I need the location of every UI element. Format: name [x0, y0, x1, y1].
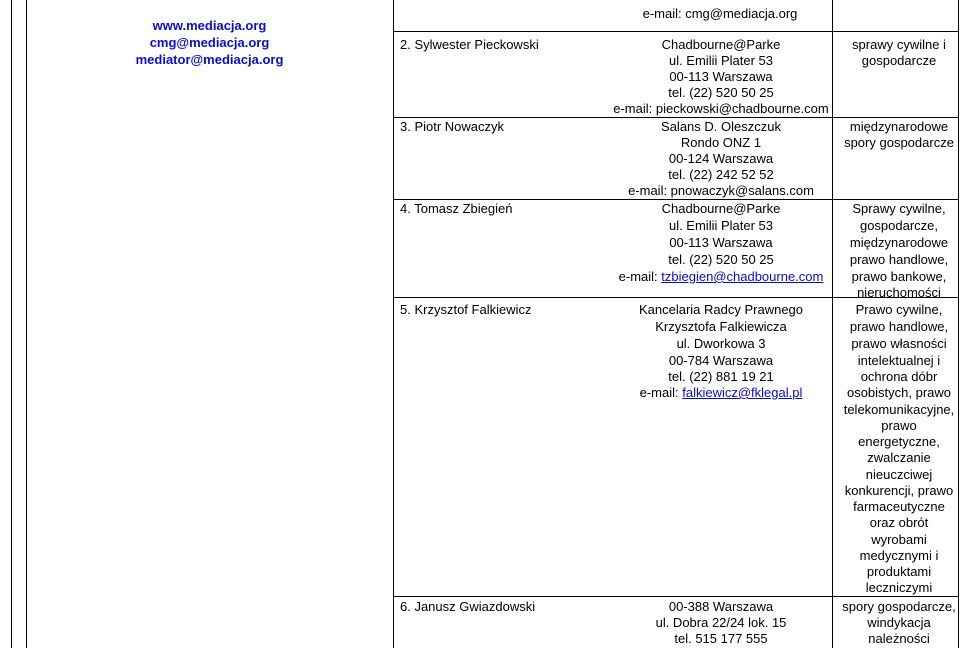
entry-specialty-line: gospodarcze, [859, 218, 939, 233]
entry-address-line: e-mail: pnowaczyk@salans.com [628, 183, 814, 198]
entry-specialty-line: prawo handlowe, [849, 319, 949, 334]
entry-specialty-line: oraz obrót [869, 515, 929, 530]
entry-specialty-line: leczniczymi [865, 580, 933, 595]
email-label: e-mail: [618, 269, 662, 284]
entry-specialty-line: międzynarodowe [849, 235, 949, 250]
entry-specialty-line: prawo bankowe, [851, 269, 947, 284]
entry-address-line: e-mail: pieckowski@chadbourne.com [613, 101, 829, 116]
entry-specialty-line: medycznymi i [859, 548, 939, 563]
entry-specialty-line: należności [868, 631, 930, 646]
entry-specialty-line: wyrobami [871, 532, 927, 547]
row-divider [393, 117, 959, 118]
entry-specialty-line: prawo handlowe, [849, 252, 949, 267]
entry-name: 5. Krzysztof Falkiewicz [400, 302, 532, 317]
entry-specialty-line: Sprawy cywilne, [852, 201, 946, 216]
entry-specialty-line: zwalczanie [867, 450, 931, 465]
email-text[interactable]: mediator@mediacja.org [135, 52, 284, 67]
entry-specialty-line: farmaceutyczne [853, 499, 945, 514]
entry-email-line [598, 269, 844, 285]
entry-email-line [598, 385, 844, 401]
entry-address-line: Salans D. Oleszczuk [661, 119, 781, 134]
entry-specialty-line: ochrona dóbr [860, 369, 938, 384]
entry-specialty-line: spory gospodarcze [844, 135, 954, 150]
entry-specialty-line: prawo [881, 418, 917, 433]
entry-1-email: e-mail: cmg@mediacja.org [642, 6, 798, 21]
row-divider [393, 596, 959, 597]
entry-address-line: ul. Dobra 22/24 lok. 15 [655, 615, 787, 630]
entry-address-line: Rondo ONZ 1 [680, 135, 762, 150]
entry-address-line: ul. Emilii Plater 53 [668, 53, 774, 68]
column-divider [11, 0, 12, 648]
entry-address-line: tel. (22) 242 52 52 [668, 167, 774, 182]
entry-specialty-line: windykacja [867, 615, 931, 630]
entry-specialty-line: nieuczciwej [865, 467, 933, 482]
entry-specialty-line: intelektualnej i [857, 353, 941, 368]
entry-address-line: Chadbourne@Parke [661, 201, 781, 216]
entry-name: 6. Janusz Gwiazdowski [400, 599, 536, 614]
entry-specialty-line: spory gospodarcze, [842, 599, 956, 614]
column-divider [393, 0, 394, 648]
entry-specialty-line: konkurencji, prawo [844, 483, 954, 498]
entry-address-line: 00-388 Warszawa [668, 599, 774, 614]
column-divider [26, 0, 27, 648]
entry-address-line: ul. Dworkowa 3 [676, 336, 766, 351]
entry-specialty-line: gospodarcze [861, 53, 937, 68]
entry-address-line: tel. (22) 520 50 25 [668, 85, 774, 100]
entry-specialty-line: prawo własności [851, 336, 947, 351]
entry-name: 2. Sylwester Pieckowski [400, 37, 539, 52]
row-divider [832, 31, 959, 32]
email-link[interactable] [26, 52, 393, 68]
row-divider [393, 199, 959, 200]
entry-address-line: Krzysztofa Falkiewicza [655, 319, 787, 334]
entry-address-line: Chadbourne@Parke [661, 37, 781, 52]
email-link[interactable]: falkiewicz@fklegal.pl [682, 385, 803, 400]
entry-specialty-line: nieruchomości [857, 285, 941, 300]
entry-specialty-line: sprawy cywilne i [852, 37, 946, 52]
entry-specialty-line: międzynarodowe [849, 119, 949, 134]
website-text[interactable]: www.mediacja.org [152, 18, 267, 33]
entry-specialty-line: energetyczne, [858, 434, 940, 449]
email-label: e-mail: [639, 385, 683, 400]
entry-address-line: tel. (22) 881 19 21 [668, 369, 774, 384]
entry-address-line: tel. (22) 520 50 25 [668, 252, 774, 267]
website-link[interactable] [26, 18, 393, 34]
entry-specialty-line: osobistych, prawo [846, 385, 952, 400]
entry-address-line: 00-124 Warszawa [668, 151, 774, 166]
entry-specialty-line: produktami [866, 564, 932, 579]
entry-address-line: Kancelaria Radcy Prawnego [638, 302, 804, 317]
entry-address-line: tel. 515 177 555 [674, 631, 768, 646]
email-link[interactable]: tzbiegien@chadbourne.com [661, 269, 824, 284]
entry-name: 4. Tomasz Zbiegień [400, 201, 513, 216]
email-link[interactable] [26, 35, 393, 51]
entry-specialty-line: telekomunikacyjne, [843, 402, 955, 417]
entry-address-line: 00-113 Warszawa [669, 69, 773, 84]
entry-address-line: ul. Emilii Plater 53 [668, 218, 774, 233]
email-text[interactable]: cmg@mediacja.org [149, 35, 270, 50]
entry-name: 3. Piotr Nowaczyk [400, 119, 505, 134]
entry-address-line: 00-784 Warszawa [668, 353, 774, 368]
row-divider [393, 31, 833, 32]
entry-specialty-line: Prawo cywilne, [855, 302, 943, 317]
entry-address-line: 00-113 Warszawa [669, 235, 773, 250]
